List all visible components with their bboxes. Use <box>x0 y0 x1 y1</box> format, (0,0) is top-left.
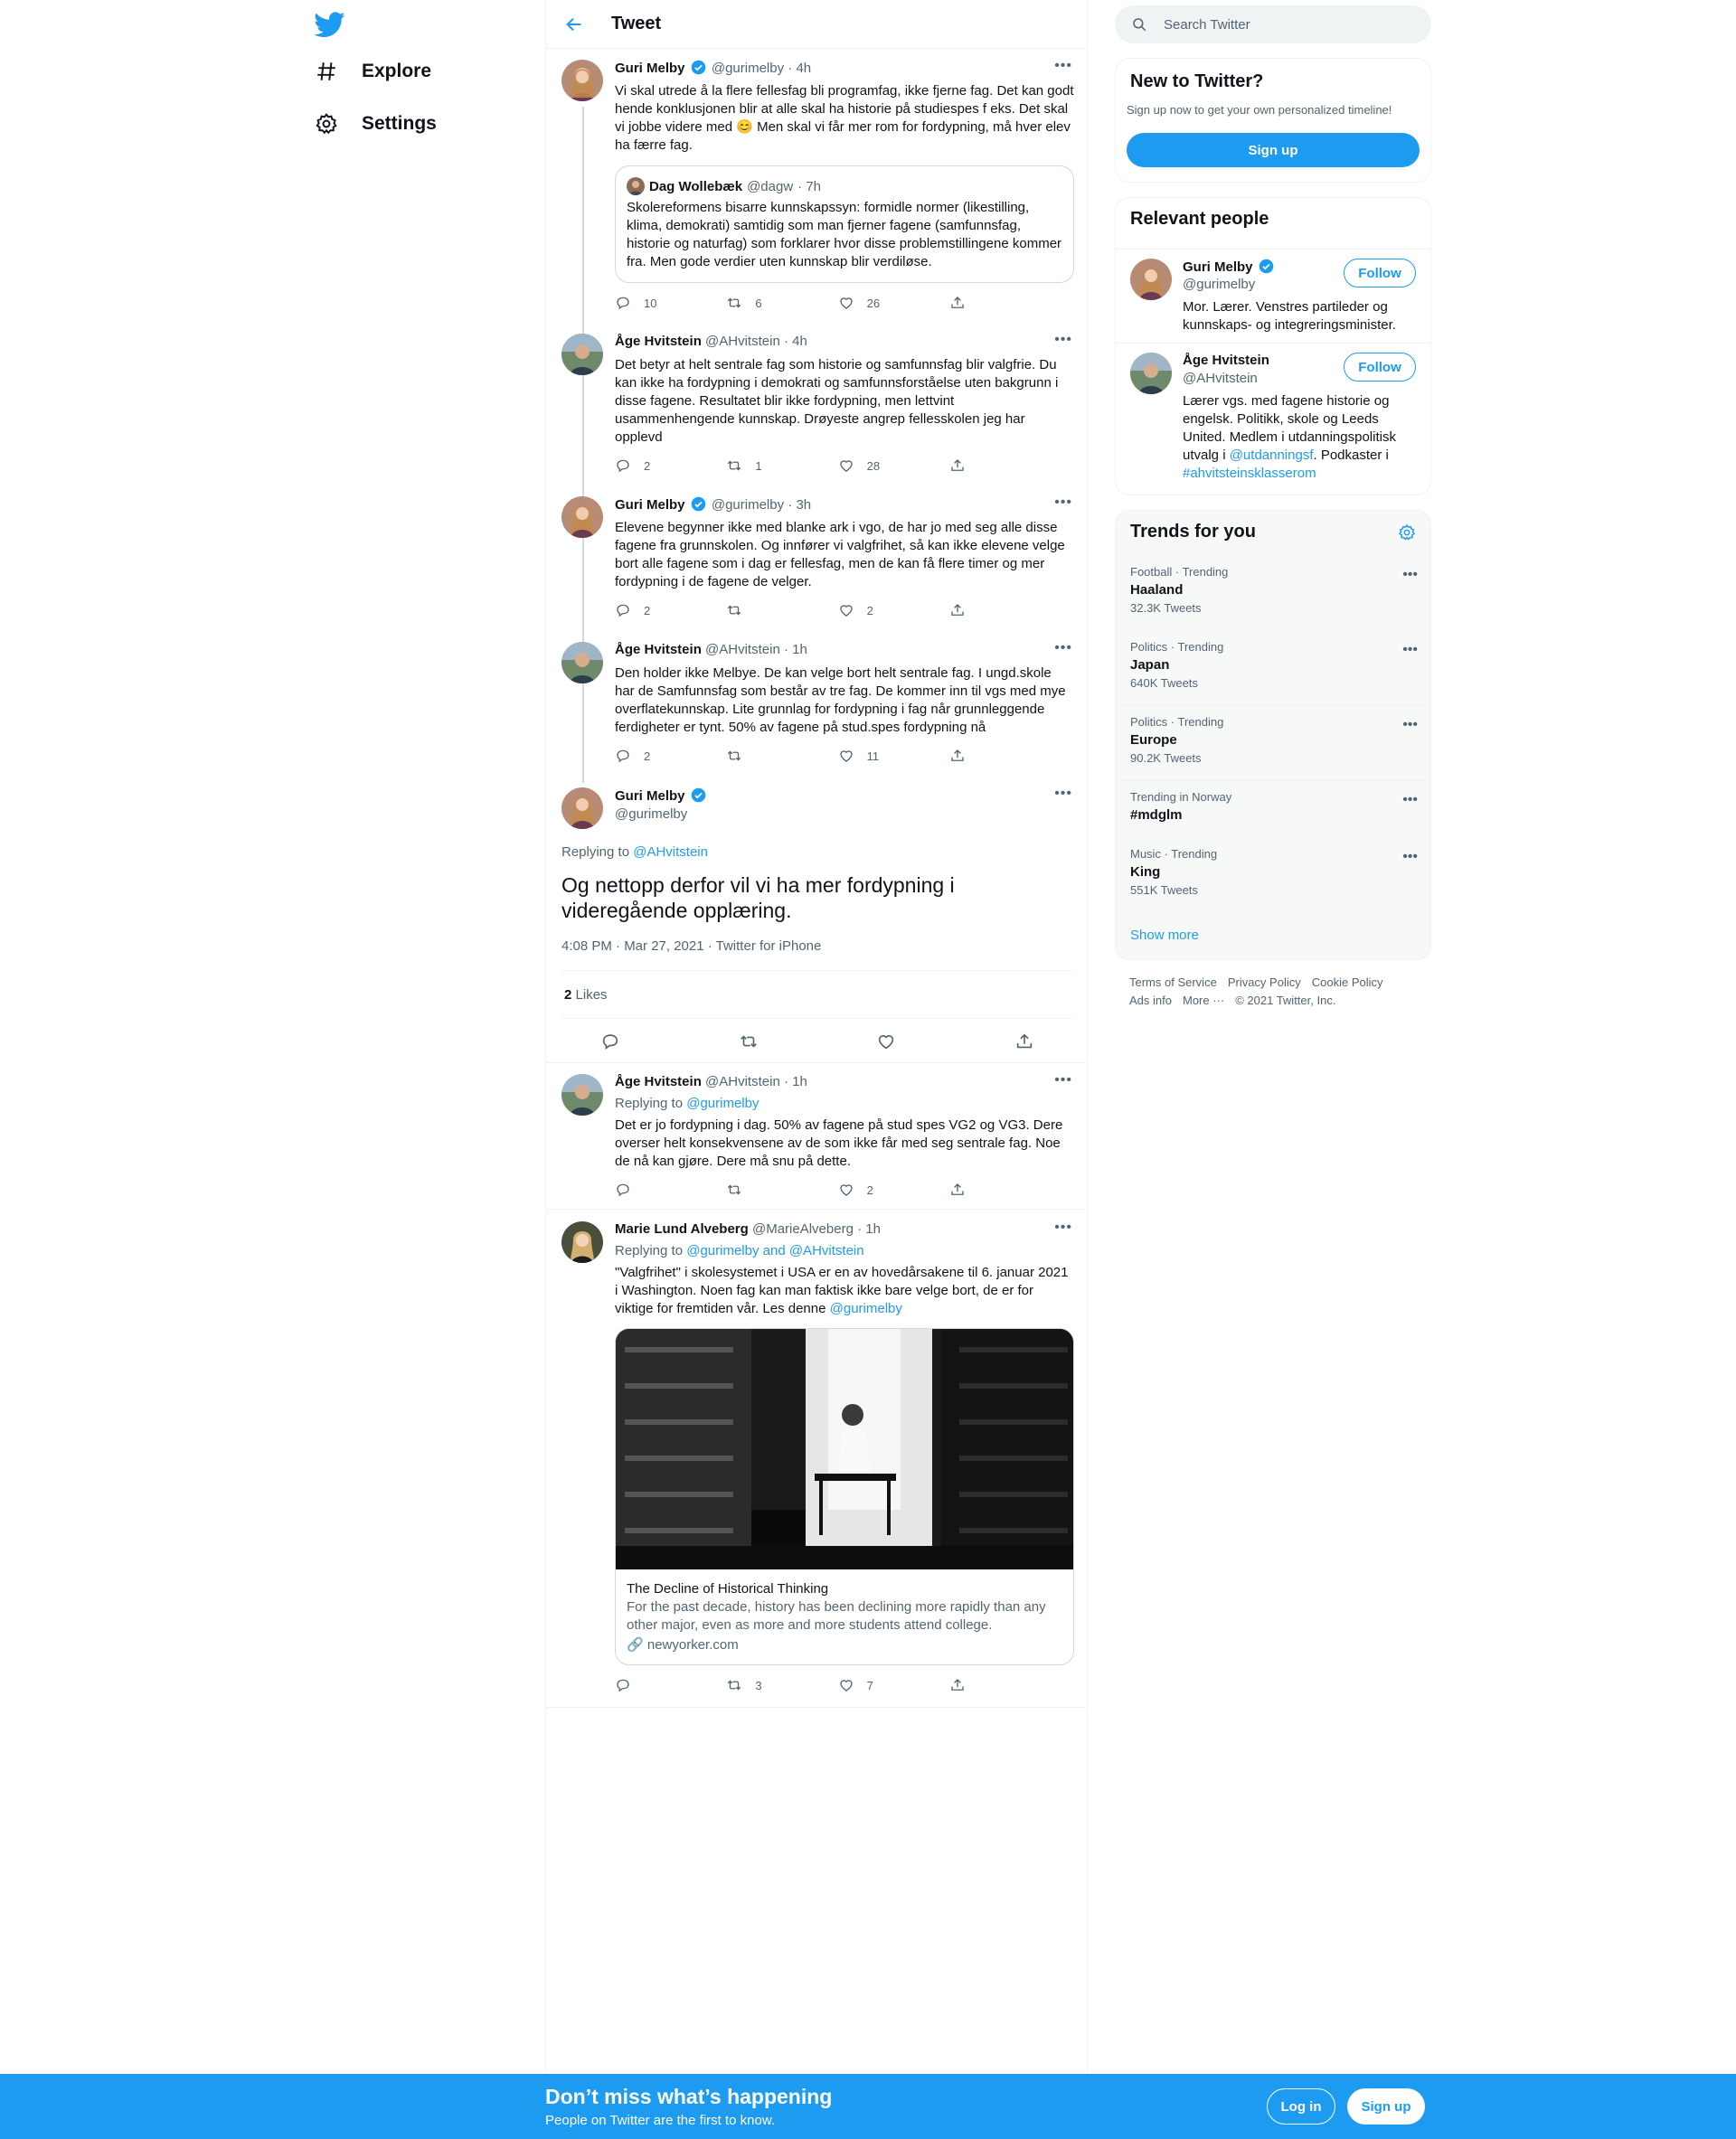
tweet-time[interactable]: · 4h <box>788 61 812 76</box>
verified-badge-icon <box>691 787 706 803</box>
reply-button[interactable] <box>615 457 669 474</box>
tweet-actions <box>615 1677 1004 1693</box>
more-options-icon[interactable]: ••• <box>1054 786 1072 801</box>
share-button[interactable] <box>949 1677 1004 1693</box>
more-options-icon[interactable]: ••• <box>1054 332 1072 347</box>
avatar[interactable] <box>561 642 603 683</box>
trend-context: Football · Trending <box>1130 565 1229 579</box>
privacy-link[interactable]: Privacy Policy <box>1227 975 1301 989</box>
gear-icon <box>315 112 338 136</box>
hashtag-icon <box>315 60 338 83</box>
share-icon <box>949 1182 966 1198</box>
author-name[interactable]: Guri Melby <box>615 497 685 513</box>
main-tweet-actions <box>600 1032 1034 1051</box>
search-placeholder: Search Twitter <box>1164 16 1250 33</box>
author-handle[interactable]: @gurimelby <box>711 497 785 513</box>
tweet-text: Det betyr at helt sentrale fag som historie og samfunnsfag blir valgfrie. Du kan ikke ha fordypning i demokrati og samfunnsforståelse uten bakgrunn i disse fagene. Resultatet blir ikke fordypning, men lettvint usammenhengende kunnskap. Drøyeste angrep fellesskolen jeg har opplevd <box>615 357 1059 445</box>
heart-icon <box>838 1677 854 1693</box>
trend-item[interactable] <box>1116 630 1431 705</box>
reply-button[interactable] <box>615 748 669 764</box>
main-tweet <box>546 786 1087 1061</box>
nav-explore-label: Explore <box>362 61 432 81</box>
share-button[interactable] <box>949 295 1004 311</box>
tweet-text: Det er jo fordypning i dag. 50% av fagene på stud spes VG2 og VG3. Dere overser helt konsekvensene av de som ikke får med seg sentrale fag. Noe de nå kan gjøre. Dere må snu på dette. <box>615 1117 1063 1169</box>
replying-to <box>615 1096 759 1111</box>
tweet-time[interactable]: · 1h <box>783 1074 807 1089</box>
new-to-twitter-title: New to Twitter? <box>1130 71 1264 91</box>
more-options-icon[interactable]: ••• <box>1402 717 1418 732</box>
person-handle[interactable]: @gurimelby <box>1183 277 1256 292</box>
like-button[interactable] <box>838 457 892 474</box>
retweet-button[interactable] <box>726 457 780 474</box>
new-to-twitter-panel <box>1115 58 1431 183</box>
main-tweet-text: Og nettopp derfor vil vi ha mer fordypning i videregående opplæring. <box>561 873 955 922</box>
page-title: Tweet <box>611 14 662 33</box>
verified-badge-icon <box>691 496 706 512</box>
author-name[interactable]: Marie Lund Alveberg <box>615 1221 749 1237</box>
tweet-timestamp[interactable]: 4:08 PM · Mar 27, 2021 · Twitter for iPhone <box>561 938 822 954</box>
more-options-icon[interactable]: ••• <box>1054 1220 1072 1235</box>
more-options-icon[interactable]: ••• <box>1402 792 1418 807</box>
nav-settings-label: Settings <box>362 113 437 134</box>
trend-context: Trending in Norway <box>1130 790 1232 804</box>
person-name[interactable]: Åge Hvitstein <box>1183 353 1269 368</box>
link-card-image <box>616 1329 1073 1569</box>
author-handle[interactable]: @gurimelby <box>711 61 785 76</box>
person-card[interactable] <box>1116 343 1431 495</box>
heart-icon[interactable] <box>876 1032 896 1051</box>
reply-button[interactable] <box>615 1677 669 1693</box>
retweet-icon <box>726 457 742 474</box>
share-icon <box>949 295 966 311</box>
replying-to-link[interactable]: @AHvitstein <box>633 844 708 860</box>
like-count: 11 <box>866 749 880 763</box>
retweet-button[interactable] <box>726 748 780 764</box>
tweet-actions <box>615 1182 1004 1198</box>
avatar[interactable] <box>561 334 603 375</box>
avatar[interactable] <box>561 787 603 829</box>
twitter-bird-icon[interactable] <box>315 9 345 40</box>
new-to-twitter-subtitle: Sign up now to get your own personalized timeline! <box>1127 103 1392 117</box>
quote-author-name: Dag Wollebæk <box>649 178 743 194</box>
more-options-icon[interactable]: ••• <box>1054 495 1072 510</box>
banner-headline: Don’t miss what’s happening <box>545 2085 833 2108</box>
like-count: 28 <box>866 458 881 473</box>
author-handle[interactable]: @MarieAlveberg <box>751 1221 854 1237</box>
like-button[interactable] <box>838 602 892 618</box>
reply-button[interactable] <box>615 602 669 618</box>
retweet-button[interactable] <box>726 602 780 618</box>
avatar[interactable] <box>561 60 603 101</box>
trend-count: 90.2K Tweets <box>1130 751 1202 765</box>
quoted-tweet[interactable] <box>615 165 1074 283</box>
likes-count: 2 <box>564 987 572 1003</box>
author-name[interactable]: Åge Hvitstein <box>615 1074 702 1089</box>
tweet-time[interactable]: · 3h <box>788 497 812 513</box>
likes-summary[interactable] <box>564 987 608 1003</box>
like-count: 26 <box>866 296 881 310</box>
trend-item[interactable] <box>1116 555 1431 630</box>
reply-icon <box>615 748 631 764</box>
more-options-icon[interactable]: ••• <box>1402 849 1418 864</box>
cookie-link[interactable]: Cookie Policy <box>1311 975 1383 989</box>
tweet-time[interactable]: · 4h <box>783 334 807 349</box>
terms-link[interactable]: Terms of Service <box>1129 975 1217 989</box>
share-icon[interactable] <box>1014 1032 1034 1051</box>
quote-avatar <box>627 177 645 195</box>
reply-count: 2 <box>644 603 651 617</box>
share-icon <box>949 748 966 764</box>
tweet-time[interactable]: · 1h <box>783 642 807 657</box>
trends-panel <box>1115 510 1431 960</box>
avatar[interactable] <box>1130 259 1172 300</box>
reply-count: 2 <box>644 749 651 763</box>
heart-icon <box>838 295 854 311</box>
link-card-description: For the past decade, history has been declining more rapidly than any other major, even as more and more students attend college. <box>627 1599 1046 1633</box>
share-button[interactable] <box>949 457 1004 474</box>
reply-icon <box>615 1677 631 1693</box>
reply-icon <box>615 295 631 311</box>
trend-count: 640K Tweets <box>1130 676 1198 690</box>
like-count: 2 <box>866 603 873 617</box>
bio-link[interactable]: @utdanningsf <box>1229 448 1314 463</box>
share-button[interactable] <box>949 748 1004 764</box>
tweet-text: "Valgfrihet" i skolesystemet i USA er en av hovedårsakene til 6. januar 2021 i Washington. Noen fag kan man faktisk ikke bare velge bort, de er for viktige for fremtiden vår. Les denne <box>615 1265 1069 1316</box>
retweet-button[interactable] <box>726 1182 780 1198</box>
quote-time: · 7h <box>797 178 822 194</box>
avatar[interactable] <box>561 1074 603 1116</box>
tweet-header <box>546 0 1087 48</box>
retweet-button[interactable] <box>726 295 780 311</box>
verified-badge-icon <box>1259 259 1274 274</box>
likes-label: Likes <box>575 987 608 1003</box>
reply-tweet[interactable] <box>546 1072 1087 1208</box>
replying-to-prefix: Replying to <box>561 844 634 860</box>
share-button[interactable] <box>949 1182 1004 1198</box>
banner-signup-button[interactable]: Sign up <box>1347 2088 1425 2125</box>
person-bio: Mor. Lærer. Venstres partileder og kunnskaps- og integreringsminister. <box>1183 299 1396 333</box>
heart-icon <box>838 457 854 474</box>
tweet-actions <box>615 295 1004 311</box>
retweet-icon[interactable] <box>739 1032 759 1051</box>
trend-context: Music · Trending <box>1130 847 1218 861</box>
author-name[interactable]: Åge Hvitstein <box>615 642 702 657</box>
signup-button[interactable]: Sign up <box>1127 133 1420 167</box>
thread-tweet[interactable] <box>546 495 1087 630</box>
retweet-icon <box>726 295 742 311</box>
show-more-link[interactable]: Show more <box>1116 912 1431 960</box>
person-handle[interactable]: @AHvitstein <box>1183 371 1258 386</box>
like-button[interactable] <box>838 295 892 311</box>
more-link[interactable]: More ··· <box>1182 994 1225 1007</box>
reply-button[interactable] <box>615 1182 669 1198</box>
like-button[interactable] <box>838 1182 892 1198</box>
quote-author-handle: @dagw <box>747 178 794 194</box>
trend-name: Haaland <box>1130 582 1184 598</box>
author-name[interactable]: Åge Hvitstein <box>615 334 702 349</box>
person-bio: Lærer vgs. med fagene historie og engelsk. Politikk, skole og Leeds United. Medlem i utdanningspolitisk utvalg i @utdanningsf. Podkaster i #ahvitsteinsklasserom <box>1183 393 1396 481</box>
reply-icon <box>615 457 631 474</box>
more-options-icon[interactable]: ••• <box>1054 640 1072 655</box>
like-button[interactable] <box>838 748 892 764</box>
nav-settings[interactable] <box>315 112 437 136</box>
replying-to-link[interactable]: @gurimelby and @AHvitstein <box>686 1243 864 1258</box>
reply-count: 2 <box>644 458 651 473</box>
link-card-title: The Decline of Historical Thinking <box>627 1581 829 1597</box>
author-handle[interactable]: @AHvitstein <box>705 642 780 657</box>
tweet-text: Vi skal utrede å la flere fellesfag bli programfag, ikke fjerne fag. Det kan godt hende konklusjonen blir at alle skal ha historie på studiespes f eks. Det skal vi jobbe videre med 😊 Men skal vi får mer rom for fordypning, må hver elev ha færre fag. <box>615 83 1074 153</box>
retweet-button[interactable] <box>726 1677 780 1693</box>
thread-tweet[interactable] <box>546 58 1087 325</box>
trend-item[interactable] <box>1116 705 1431 780</box>
tweet-actions <box>615 457 1004 474</box>
share-icon <box>949 602 966 618</box>
avatar[interactable] <box>561 1221 603 1263</box>
reply-count: 10 <box>644 296 657 310</box>
author-name[interactable]: Guri Melby <box>615 788 685 804</box>
nav-explore[interactable] <box>315 60 431 83</box>
like-button[interactable] <box>838 1677 892 1693</box>
trend-item[interactable] <box>1116 780 1431 837</box>
ads-info-link[interactable]: Ads info <box>1129 994 1172 1007</box>
trends-title: Trends for you <box>1130 522 1256 542</box>
tweet-actions <box>615 602 1004 618</box>
link-card[interactable] <box>615 1328 1074 1665</box>
retweet-icon <box>726 1677 742 1693</box>
signup-banner <box>0 2074 1736 2139</box>
trend-count: 551K Tweets <box>1130 883 1198 897</box>
avatar[interactable] <box>1130 353 1172 394</box>
person-name[interactable]: Guri Melby <box>1183 259 1253 275</box>
share-button[interactable] <box>949 602 1004 618</box>
bio-hashtag-link[interactable]: #ahvitsteinsklasserom <box>1183 466 1316 481</box>
retweet-count: 1 <box>755 458 762 473</box>
retweet-icon <box>726 602 742 618</box>
relevant-people-panel <box>1115 197 1431 495</box>
link-icon: 🔗 <box>627 1637 644 1653</box>
reply-icon <box>615 1182 631 1198</box>
trend-name: #mdglm <box>1130 807 1183 823</box>
thread-tweet[interactable] <box>546 332 1087 485</box>
search-icon <box>1131 16 1147 33</box>
trend-count: 32.3K Tweets <box>1130 601 1202 615</box>
trend-context: Politics · Trending <box>1130 640 1224 654</box>
more-options-icon[interactable]: ••• <box>1054 1072 1072 1088</box>
trend-name: Japan <box>1130 657 1170 673</box>
quote-text: Skolereformens bisarre kunnskapssyn: formidle normer (likestilling, klima, demokrati) samtidig som man fjerner fagene (samfunnsfag, historie og naturfag) som forklarer hvor disse problemstillingene kommer fra. Men gode verdier uten kunnskap blir verdiløse. <box>627 200 1062 269</box>
tweet-time[interactable]: · 1h <box>857 1221 881 1237</box>
author-name[interactable]: Guri Melby <box>615 61 685 76</box>
replying-to-prefix: Replying to <box>615 1096 687 1111</box>
relevant-people-title: Relevant people <box>1130 209 1269 229</box>
main-column <box>545 0 1088 2139</box>
trend-name: Europe <box>1130 732 1177 748</box>
author-handle[interactable]: @gurimelby <box>615 806 688 822</box>
heart-icon <box>838 602 854 618</box>
reply-button[interactable] <box>615 295 669 311</box>
back-arrow-icon[interactable] <box>564 14 584 34</box>
like-count: 7 <box>866 1678 873 1692</box>
trend-item[interactable] <box>1116 837 1431 912</box>
retweet-icon <box>726 748 742 764</box>
heart-icon <box>838 1182 854 1198</box>
heart-icon <box>838 748 854 764</box>
replying-to-prefix: Replying to <box>615 1243 687 1258</box>
tweet-actions <box>615 748 1004 764</box>
reply-tweet[interactable] <box>546 1220 1087 1699</box>
verified-badge-icon <box>691 60 706 75</box>
follow-button[interactable]: Follow <box>1344 353 1416 382</box>
retweet-count: 3 <box>755 1678 762 1692</box>
share-icon <box>949 1677 966 1693</box>
more-options-icon[interactable]: ••• <box>1054 58 1072 73</box>
gear-icon[interactable] <box>1398 523 1416 542</box>
reply-icon[interactable] <box>600 1032 620 1051</box>
footer-links <box>1129 974 1419 1010</box>
replying-to <box>561 844 708 860</box>
copyright: © 2021 Twitter, Inc. <box>1235 994 1336 1007</box>
share-icon <box>949 457 966 474</box>
trend-name: King <box>1130 864 1161 880</box>
author-handle[interactable]: @AHvitstein <box>705 1074 780 1089</box>
search-input[interactable] <box>1115 5 1431 43</box>
tweet-text: Den holder ikke Melbye. De kan velge bort helt sentrale fag. I ungd.skole har de Samfunnsfag som består av tre fag. De kommer inn til vgs med mye overflatekunnskap. Lite grunnlag for fordypning i fag når grunnleggende ferdigheter er tynt. 50% av fagene på stud.spes fordypning nå <box>615 665 1066 735</box>
like-count: 2 <box>866 1183 873 1197</box>
retweet-count: 6 <box>755 296 762 310</box>
thread-tweet[interactable] <box>546 640 1087 776</box>
replying-to <box>615 1243 864 1258</box>
replying-to-link[interactable]: @gurimelby <box>686 1096 760 1111</box>
reply-icon <box>615 602 631 618</box>
follow-button[interactable]: Follow <box>1344 259 1416 287</box>
retweet-icon <box>726 1182 742 1198</box>
banner-subtext: People on Twitter are the first to know. <box>545 2113 776 2128</box>
avatar[interactable] <box>561 496 603 538</box>
more-options-icon[interactable]: ••• <box>1402 642 1418 657</box>
tweet-text: Elevene begynner ikke med blanke ark i vgo, de har jo med seg alle disse fagene fra grunnskolen. Og innfører vi valgfrihet, så kan ikke elevene velge bort alle fagene som i dag er fellesfag, men de kan få flere timer og mer fordypning i de fagene de velger. <box>615 520 1065 589</box>
login-button[interactable]: Log in <box>1267 2088 1335 2125</box>
link-card-domain: newyorker.com <box>646 1637 739 1653</box>
author-handle[interactable]: @AHvitstein <box>705 334 780 349</box>
trend-context: Politics · Trending <box>1130 715 1224 729</box>
more-options-icon[interactable]: ••• <box>1402 567 1418 582</box>
mention-link[interactable]: @gurimelby <box>829 1301 902 1316</box>
person-card[interactable] <box>1116 249 1431 348</box>
